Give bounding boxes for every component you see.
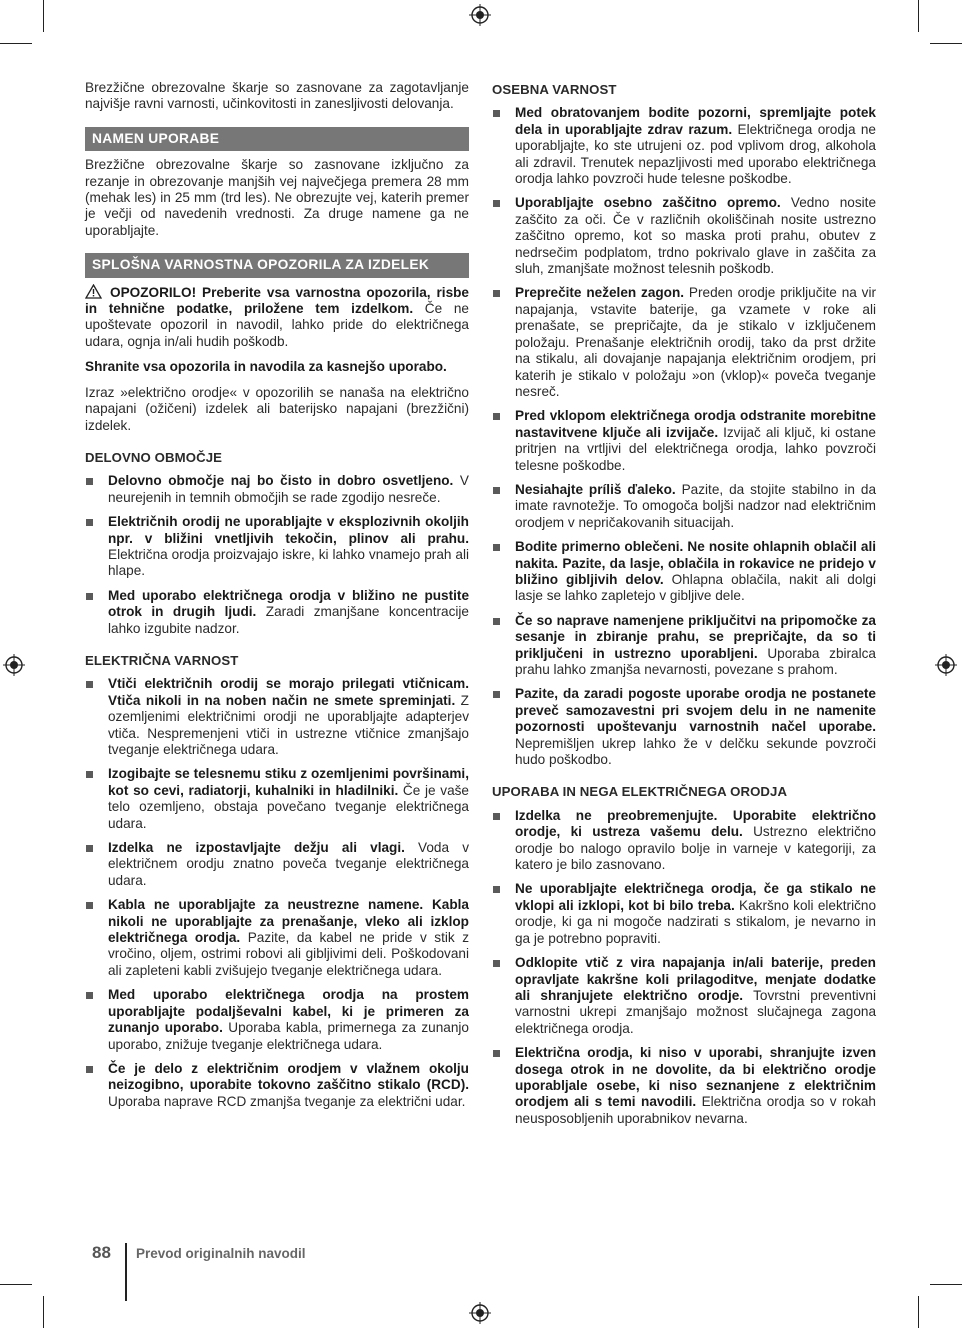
registration-mark-icon — [469, 4, 491, 26]
item-text: Električna orodja proizvajajo iskre, ki lahko vnamejo prah ali hlape. — [108, 546, 469, 579]
crop-mark — [43, 0, 44, 32]
bullet-square-icon — [493, 110, 500, 117]
electrical-safety-list — [85, 676, 469, 1110]
intro-paragraph: Brezžične obrezovalne škarje so zasnovane za zagotavljanje najvišje ravni varnosti, učinkovitosti in zanesljivosti delovanja. — [85, 80, 469, 112]
bullet-square-icon — [86, 902, 93, 909]
list-item — [492, 1045, 876, 1127]
item-text: Izvijač ali ključ, ki ostane pritrjen na vrtljivi del električnega orodja, lahko povzroči telesne poškodbe. — [515, 424, 876, 473]
crop-mark — [930, 1284, 962, 1285]
crop-mark — [918, 1296, 919, 1328]
bullet-square-icon — [493, 1050, 500, 1057]
list-item — [492, 195, 876, 277]
crop-mark — [0, 43, 32, 44]
bullet-square-icon — [86, 478, 93, 485]
item-bold: Kabla ne uporabljajte za neustrezne namene. Kabla nikoli ne uporabljajte za prenašanje, vleko ali izklop električnega orodja. — [108, 897, 469, 946]
footer-title: Prevod originalnih navodil — [136, 1246, 306, 1261]
list-item — [85, 676, 469, 758]
item-text: Uporaba zbiralca prahu lahko zmanjša nevarnosti, povezane s prahom. — [515, 645, 876, 677]
list-item — [492, 613, 876, 679]
bullet-square-icon — [86, 593, 93, 600]
item-bold: Izogibajte se telesnemu stiku z ozemljenimi površinami, kot so cevi, radiatorji, kuhalniki in hladilniki. — [108, 766, 469, 798]
bullet-square-icon — [493, 960, 500, 967]
warning-text: Če ne upoštevate opozoril in navodil, lahko pride do električnega udara, ognja in/ali hudih poškodb. — [85, 301, 469, 349]
item-text: V neurejenih in temnih območjih se rade zgodijo nesreče. — [108, 473, 469, 505]
item-text: Pazite, da kabel ne pride v stik z vročino, oljem, ostrimi robovi ali gibljivimi deli. Poškodovani ali zapleteni kabli zvišujejo tveganje električnega udara. — [108, 930, 469, 978]
list-item — [85, 1061, 469, 1110]
item-bold: Električna orodja, ki niso v uporabi, shranjujte izven dosega otrok in ne dovolite, da bi električno orodje uporabljale osebe, ki niso seznanjene z električnim orodjem ali s temi navodili. — [515, 1045, 876, 1110]
footer-divider — [125, 1243, 127, 1301]
list-item — [85, 473, 469, 506]
crop-mark — [918, 0, 919, 32]
item-bold: Bodite primerno oblečeni. Ne nosite ohlapnih oblačil ali nakita. Pazite, da lasje, oblačila in rokavice ne pridejo v bližino gibljivih delov. — [515, 539, 876, 587]
bullet-square-icon — [86, 992, 93, 999]
list-item — [492, 808, 876, 874]
item-text: Če je vaše telo ozemljeno, obstaja povečano tveganje električnega udara. — [108, 782, 469, 831]
item-bold: Izdelka ne preobremenjujte. Uporabite električno orodje, ki ustreza vašemu delu. — [515, 807, 876, 840]
list-item — [85, 514, 469, 580]
bullet-square-icon — [493, 487, 500, 494]
item-text: Nepremišljen ukrep lahko že v delčku sekunde povzroči hudo poškodbo. — [515, 735, 876, 768]
heading-electrical-safety: ELEKTRIČNA VARNOST — [85, 652, 239, 668]
item-bold: Preprečite neželen zagon. — [515, 285, 685, 301]
keep-instructions-bold: Shranite vsa opozorila in navodila za kasnejšo uporabo. — [85, 359, 447, 375]
item-text: Vedno nosite zaščito za oči. Če v različnih okoliščinah nosite ustrezno zaščitno opremo, kot so maska proti prahu, obutev z nedrsečim podplatom, trdno pokrivalo glave in zaščita za sluh, zmanjšate možnost telesnih poškodb. — [515, 195, 877, 277]
item-bold: Nesiahajte príliš ďaleko. — [515, 481, 676, 497]
item-text: Zaradi zmanjšane koncentracije lahko izgubite nadzor. — [108, 604, 469, 636]
bullet-square-icon — [493, 813, 500, 820]
crop-mark — [930, 43, 962, 44]
list-item — [492, 408, 876, 474]
item-text: Z ozemljenimi električnimi orodji ne uporabljajte adapterjev vtiča. Nespremenjeni vtiči in ustrezne vtičnice zmanjšajo tveganje električnega udara. — [108, 692, 469, 757]
section-band-intended-use: NAMEN UPORABE — [85, 127, 469, 151]
registration-mark-icon — [3, 654, 25, 676]
warning-bold: OPOZORILO! Preberite vsa varnostna opozorila, risbe in tehnične podatke, priložene tem izdelkom. — [85, 284, 469, 317]
list-item — [492, 539, 876, 605]
item-bold: Če je delo z električnim orodjem v vlažnem okolju neizogibno, uporabite tokovno zaščitno stikalo (RCD). — [108, 1060, 469, 1093]
list-item — [85, 766, 469, 832]
list-item — [492, 955, 876, 1037]
list-item — [492, 881, 876, 947]
intended-use-paragraph: Brezžične obrezovalne škarje so zasnovane izključno za rezanje in obrezovanje manjših vej največjega premera 28 mm (mehak les) in 25 mm (trd les). Ne obrezujte vej, katerih premer je večji od navedenih vrednosti. Za druge namene ga ne uporabljajte. — [85, 157, 469, 238]
personal-safety-list — [492, 105, 876, 768]
term-paragraph: Izraz »električno orodje« v opozorilih se nanaša na električno napajani (ožičeni) izdelek ali baterijsko napajani (brezžični) izdelek. — [85, 384, 469, 433]
item-bold: Delovno območje naj bo čisto in dobro osvetljeno. — [108, 473, 454, 489]
item-text: Ustrezno električno orodje bo nalogo opravilo bolje in varneje v kategoriji, za katero je bilo zasnovano. — [515, 824, 876, 873]
item-bold: Električnih orodij ne uporabljajte v eksplozivnih okoljih npr. v bližini vnetljivih tekočin, plinov ali prahu. — [108, 514, 469, 546]
bullet-square-icon — [86, 1066, 93, 1073]
item-bold: Med uporabo električnega orodja na prostem uporabljajte podaljševalni kabel, ki je primeren za zunanjo uporabo. — [108, 987, 469, 1036]
crop-mark — [0, 1284, 32, 1285]
item-bold: Ne uporabljajte električnega orodja, če ga stikalo ne vklopi ali izklopi, kot bi bilo treba. — [515, 881, 876, 913]
registration-mark-icon — [935, 654, 957, 676]
item-bold: Pred vklopom električnega orodja odstranite morebitne nastavitvene ključe ali izvijače. — [515, 408, 876, 440]
bullet-square-icon — [493, 544, 500, 551]
item-bold: Med uporabo električnega orodja v bližino ne pustite otrok in drugih ljudi. — [108, 587, 469, 620]
item-text: Preden orodje priključite na vir napajanja, vstavite baterije, ga vzamete v roke ali prenašate, se prepričajte, da je stikalo v izključenem položaju. Prenašanje električnih orodij, tako da prst držite na stikalu, ali dovajanje napajanja električnim orodjem, pri katerih je stikalo v položaju »on (vklop)« poveča tveganje nesreč. — [515, 285, 876, 399]
bullet-square-icon — [493, 618, 500, 625]
item-bold: Izdelka ne izpostavljajte dežju ali vlagi. — [108, 840, 405, 856]
left-column — [85, 80, 469, 1118]
item-text: Uporaba kabla, primernega za zunanjo uporabo, znižuje tveganje električnega udara. — [108, 1020, 469, 1052]
registration-mark-icon — [469, 1302, 491, 1324]
item-text: Voda v električnem orodju znatno poveča tveganje električnega udara. — [108, 840, 469, 888]
heading-work-area: DELOVNO OBMOČJE — [85, 449, 223, 465]
section-band-general-safety: SPLOŠNA VARNOSTNA OPOZORILA ZA IZDELEK — [85, 253, 469, 277]
warning-triangle-icon — [85, 284, 102, 299]
list-item — [492, 686, 876, 768]
item-text: Električnega orodja ne uporabljajte, ko ste utrujeni oz. pod vplivom drog, alkohola ali zdravil. Trenutek nepazljivosti med uporabo električnega orodja lahko povzroči hude telesne poškodbe. — [515, 121, 876, 187]
tool-use-care-list — [492, 808, 876, 1127]
bullet-square-icon — [493, 886, 500, 893]
item-text: Tovrstni preventivni varnostni ukrepi zmanjšajo možnost slučajnega zagona električnega orodja. — [515, 987, 877, 1036]
item-bold: Pazite, da zaradi pogoste uporabe orodja ne postanete preveč samozavestni pri svojem delu in ne namenite pozornosti upoštevanju varnostnih načel uporabe. — [515, 686, 876, 735]
heading-personal-safety: OSEBNA VARNOST — [492, 82, 617, 97]
item-text: Uporaba naprave RCD zmanjša tveganje za električni udar. — [108, 1093, 466, 1109]
bullet-square-icon — [493, 290, 500, 297]
list-item — [492, 285, 876, 400]
list-item — [85, 897, 469, 979]
list-item — [492, 482, 876, 531]
bullet-square-icon — [493, 200, 500, 207]
keep-instructions — [85, 359, 469, 375]
bullet-square-icon — [86, 771, 93, 778]
item-bold: Vtiči električnih orodij se morajo prilegati vtičnicam. Vtiča nikoli in na noben način ne smete spreminjati. — [108, 676, 469, 708]
item-text: Kakršno koli električno orodje, ki ga ni mogoče nadzirati s stikalom, je nevarno in ga je potrebno popraviti. — [515, 897, 877, 946]
item-bold: Med obratovanjem bodite pozorni, spremljajte potek dela in uporabljajte zdrav razum. — [515, 105, 876, 137]
item-bold: Odklopite vtič z vira napajanja in/ali baterije, preden opravljate kakršne koli prilagoditve, menjate dodatke ali shranjujete električno orodje. — [515, 955, 876, 1003]
item-bold: Uporabljajte osebno zaščitno opremo. — [515, 195, 781, 211]
item-bold: Če so naprave namenjene priključitvi na pripomočke za sesanje in zbiranje prahu, se prepričajte, da so ti priključeni in ustrezno uporabljeni. — [515, 612, 876, 661]
work-area-list — [85, 473, 469, 637]
item-text: Električna orodja so v rokah neusposobljenih uporabnikov nevarna. — [515, 1094, 876, 1126]
heading-tool-use-care: UPORABA IN NEGA ELEKTRIČNEGA ORODJA — [492, 784, 788, 800]
bullet-square-icon — [86, 845, 93, 852]
bullet-square-icon — [86, 681, 93, 688]
item-text: Ohlapna oblačila, nakit ali dolgi lasje se lahko zapletejo v gibljive dele. — [515, 571, 876, 604]
bullet-square-icon — [493, 413, 500, 420]
list-item — [492, 105, 876, 187]
page-number: 88 — [92, 1243, 111, 1262]
list-item — [85, 588, 469, 637]
crop-mark — [43, 1296, 44, 1328]
right-column — [492, 80, 876, 1135]
bullet-square-icon — [493, 691, 500, 698]
list-item — [85, 987, 469, 1053]
item-text: Pazite, da stojite stabilno in da imate ravnotežje. To omogoča boljši nadzor nad električnim orodjem v nepričakovanih situacijah. — [515, 481, 877, 530]
warning-paragraph — [85, 284, 469, 351]
list-item — [85, 840, 469, 889]
bullet-square-icon — [86, 519, 93, 526]
